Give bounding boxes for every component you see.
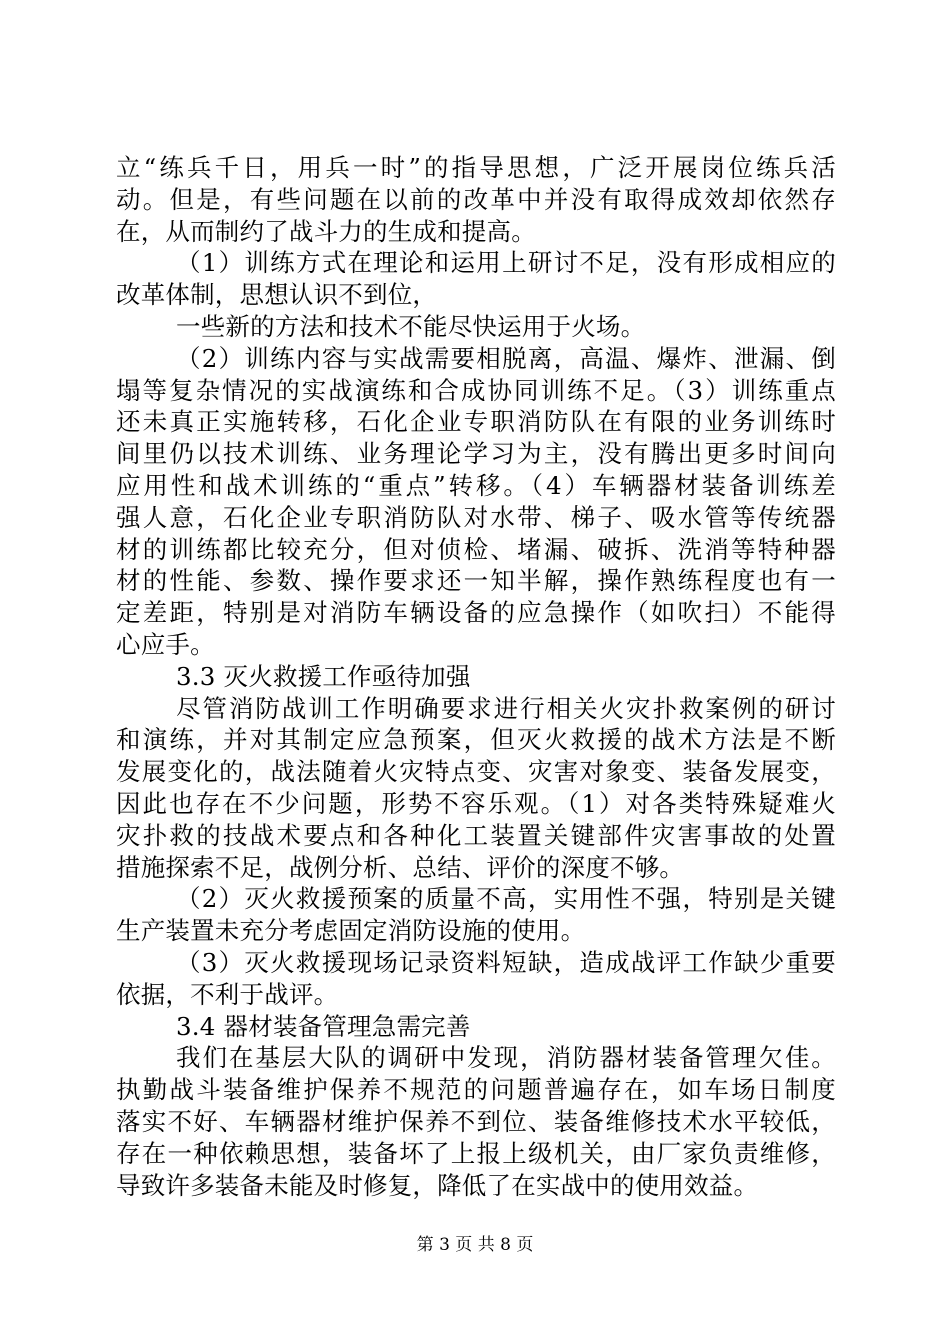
section-heading-3-3: 3.3 灭火救援工作亟待加强 — [176, 661, 471, 691]
text-line: 材的性能、参数、操作要求还一知半解，操作熟练程度也有一 — [116, 566, 836, 596]
text-line: （2）灭火救援预案的质量不高，实用性不强，特别是关键 — [176, 884, 836, 914]
text-line: 生产装置未充分考虑固定消防设施的使用。 — [116, 916, 586, 946]
text-line: 和演练，并对其制定应急预案，但灭火救援的战术方法是不断 — [116, 725, 836, 755]
text-line: 依据，不利于战评。 — [116, 979, 339, 1009]
text-line: 定差距，特别是对消防车辆设备的应急操作（如吹扫）不能得 — [116, 598, 836, 628]
document-body — [116, 152, 836, 1201]
text-line: （1）训练方式在理论和运用上研讨不足，没有形成相应的 — [176, 248, 836, 278]
text-line: 改革体制，思想认识不到位， — [116, 280, 438, 310]
text-line: 动。但是，有些问题在以前的改革中并没有取得成效却依然存 — [116, 184, 836, 214]
text-line: 还未真正实施转移，石化企业专职消防队在有限的业务训练时 — [116, 407, 836, 437]
section-heading-3-4: 3.4 器材装备管理急需完善 — [176, 1011, 471, 1041]
text-line: 间里仍以技术训练、业务理论学习为主，没有腾出更多时间向 — [116, 439, 836, 469]
text-line: 存在一种依赖思想，装备坏了上报上级机关，由厂家负责维修， — [116, 1138, 836, 1168]
text-line: 立“练兵千日，用兵一时”的指导思想，广泛开展岗位练兵活 — [116, 153, 836, 182]
text-line: 落实不好、车辆器材维护保养不到位、装备维修技术水平较低， — [116, 1106, 836, 1136]
text-line: 发展变化的，战法随着火灾特点变、灾害对象变、装备发展变， — [116, 757, 836, 787]
text-line: （2）训练内容与实战需要相脱离，高温、爆炸、泄漏、倒 — [176, 343, 836, 373]
text-line: 尽管消防战训工作明确要求进行相关火灾扑救案例的研讨 — [176, 693, 836, 723]
text-line: 材的训练都比较充分，但对侦检、堵漏、破拆、洗消等特种器 — [116, 534, 836, 564]
text-line: 心应手。 — [116, 629, 215, 659]
text-line: 导致许多装备未能及时修复，降低了在实战中的使用效益。 — [116, 1170, 759, 1200]
text-line: 措施探索不足，战例分析、总结、评价的深度不够。 — [116, 852, 685, 882]
text-line: 塌等复杂情况的实战演练和合成协同训练不足。（3）训练重点 — [116, 375, 836, 405]
text-line: 应用性和战术训练的“重点”转移。（4）车辆器材装备训练差 — [116, 470, 836, 500]
text-line: 执勤战斗装备维护保养不规范的问题普遍存在，如车场日制度 — [116, 1075, 836, 1105]
page-number-footer: 第 3 页 共 8 页 — [416, 1235, 534, 1255]
text-line: （3）灭火救援现场记录资料短缺，造成战评工作缺少重要 — [176, 947, 836, 977]
text-line: 因此也存在不少问题，形势不容乐观。（1）对各类特殊疑难火 — [116, 788, 836, 818]
text-line: 我们在基层大队的调研中发现，消防器材装备管理欠佳。 — [176, 1043, 836, 1073]
text-line: 一些新的方法和技术不能尽快运用于火场。 — [176, 311, 646, 341]
text-line: 灾扑救的技战术要点和各种化工装置关键部件灾害事故的处置 — [116, 820, 836, 850]
text-line: 在，从而制约了战斗力的生成和提高。 — [116, 216, 536, 246]
text-line: 强人意，石化企业专职消防队对水带、梯子、吸水管等传统器 — [116, 502, 836, 532]
